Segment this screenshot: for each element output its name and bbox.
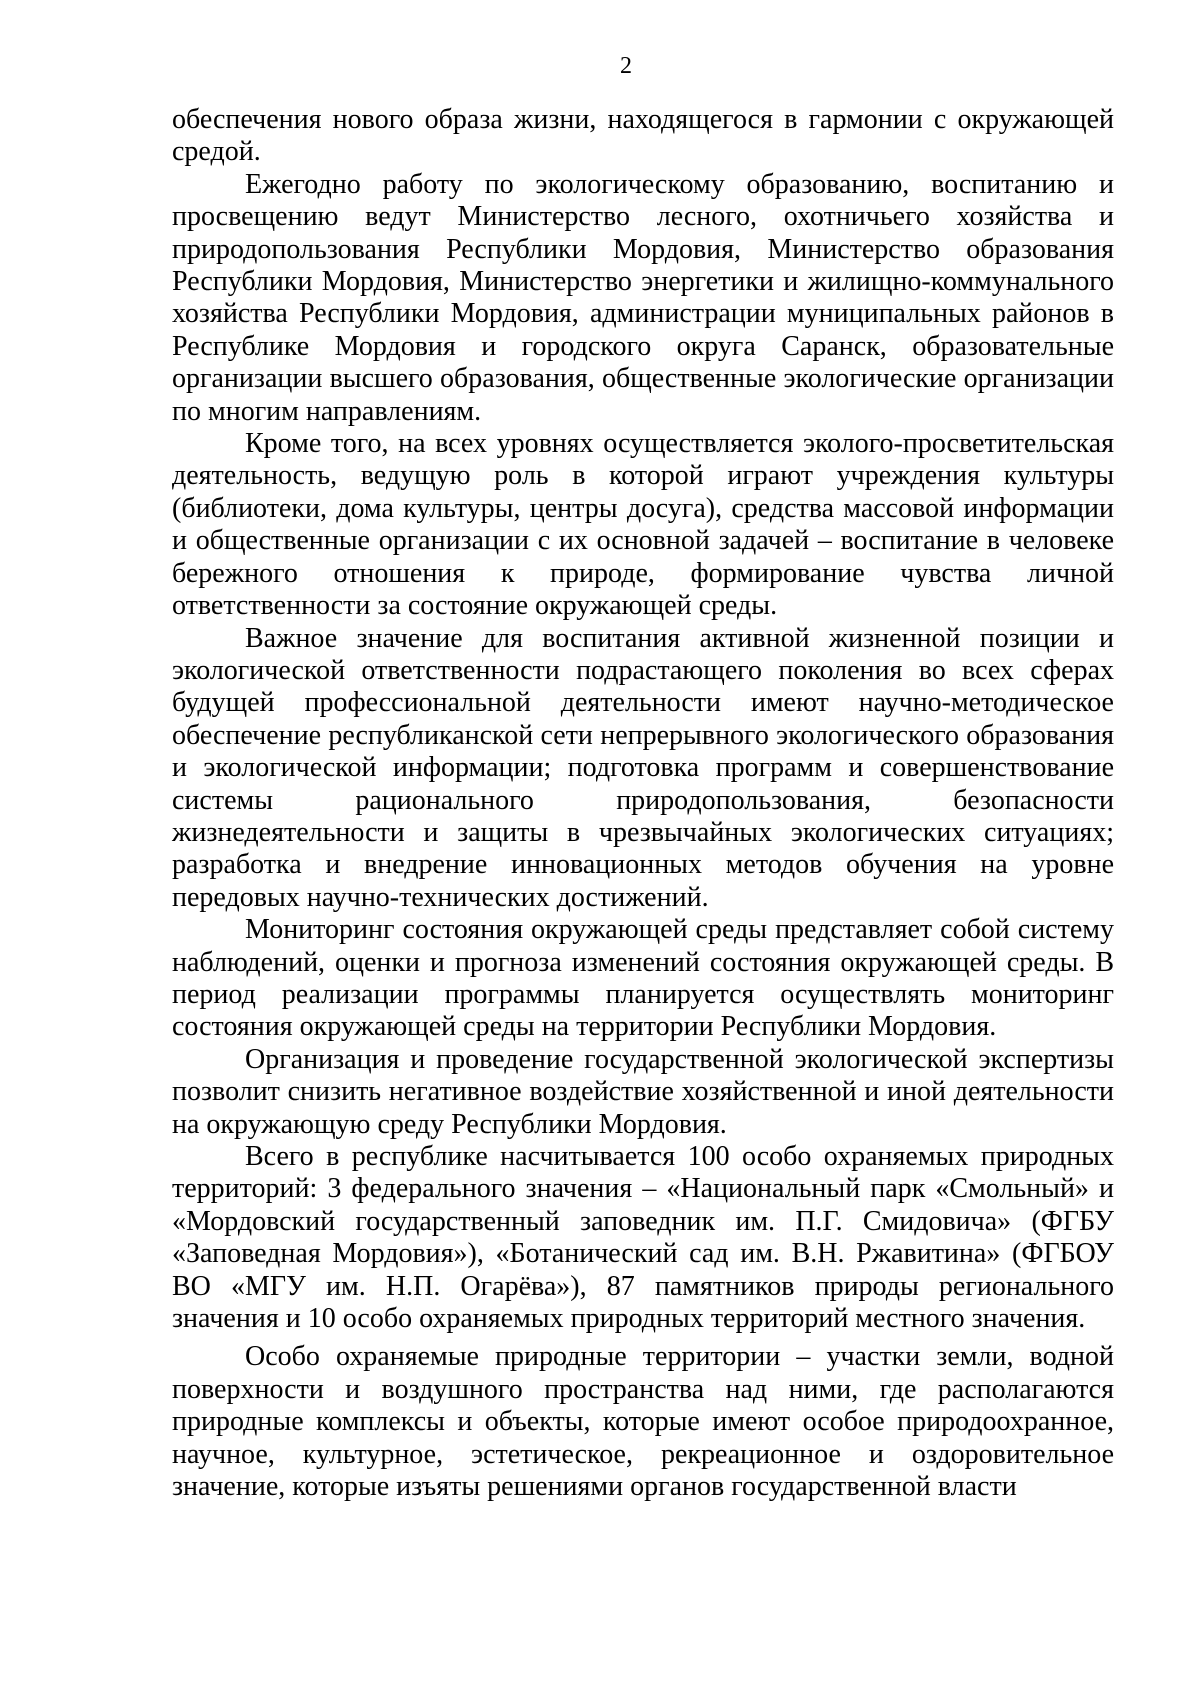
- paragraph-1: обеспечения нового образа жизни, находящегося в гармонии с окружающей средой.: [172, 104, 1114, 168]
- paragraph-2: Ежегодно работу по экологическому образованию, воспитанию и просвещению ведут Министерство лесного, охотничьего хозяйства и природопользования Республики Мордовия, Министерство образования Республики Мордовия, Министерство энергетики и жилищно-коммунального хозяйства Республики Мордовия, администрации муниципальных районов в Республике Мордовия и городского округа Саранск, образовательные организации высшего образования, общественные экологические организации по многим направлениям.: [172, 168, 1114, 427]
- paragraph-4: Важное значение для воспитания активной жизненной позиции и экологической ответственности подрастающего поколения во всех сферах будущей профессиональной деятельности имеют научно-методическое обеспечение республиканской сети непрерывного экологического образования и экологической информации; подготовка программ и совершенствование системы рационального природопользования, безопасности жизнедеятельности и защиты в чрезвычайных экологических ситуациях; разработка и внедрение инновационных методов обучения на уровне передовых научно-технических достижений.: [172, 622, 1114, 913]
- paragraph-7: Всего в республике насчитывается 100 особо охраняемых природных территорий: 3 федерального значения – «Национальный парк «Смольный» и «Мордовский государственный заповедник им. П.Г. Смидовича» (ФГБУ «Заповедная Мордовия»), «Ботанический сад им. В.Н. Ржавитина» (ФГБОУ ВО «МГУ им. Н.П. Огарёва»), 87 памятников природы регионального значения и 10 особо охраняемых природных территорий местного значения.: [172, 1141, 1114, 1335]
- page-number: 2: [620, 53, 632, 79]
- paragraph-5: Мониторинг состояния окружающей среды представляет собой систему наблюдений, оценки и прогноза изменений состояния окружающей среды. В период реализации программы планируется осуществлять мониторинг состояния окружающей среды на территории Республики Мордовия.: [172, 914, 1114, 1043]
- paragraph-8: Особо охраняемые природные территории – участки земли, водной поверхности и воздушного пространства над ними, где располагаются природные комплексы и объекты, которые имеют особое природоохранное, научное, культурное, эстетическое, рекреационное и оздоровительное значение, которые изъяты решениями органов государственной власти: [172, 1341, 1114, 1503]
- document-body: [172, 104, 1114, 1503]
- paragraph-6: Организация и проведение государственной экологической экспертизы позволит снизить негативное воздействие хозяйственной и иной деятельности на окружающую среду Республики Мордовия.: [172, 1043, 1114, 1140]
- paragraph-3: Кроме того, на всех уровнях осуществляется эколого-просветительская деятельность, ведущую роль в которой играют учреждения культуры (библиотеки, дома культуры, центры досуга), средства массовой информации и общественные организации с их основной задачей – воспитание в человеке бережного отношения к природе, формирование чувства личной ответственности за состояние окружающей среды.: [172, 428, 1114, 622]
